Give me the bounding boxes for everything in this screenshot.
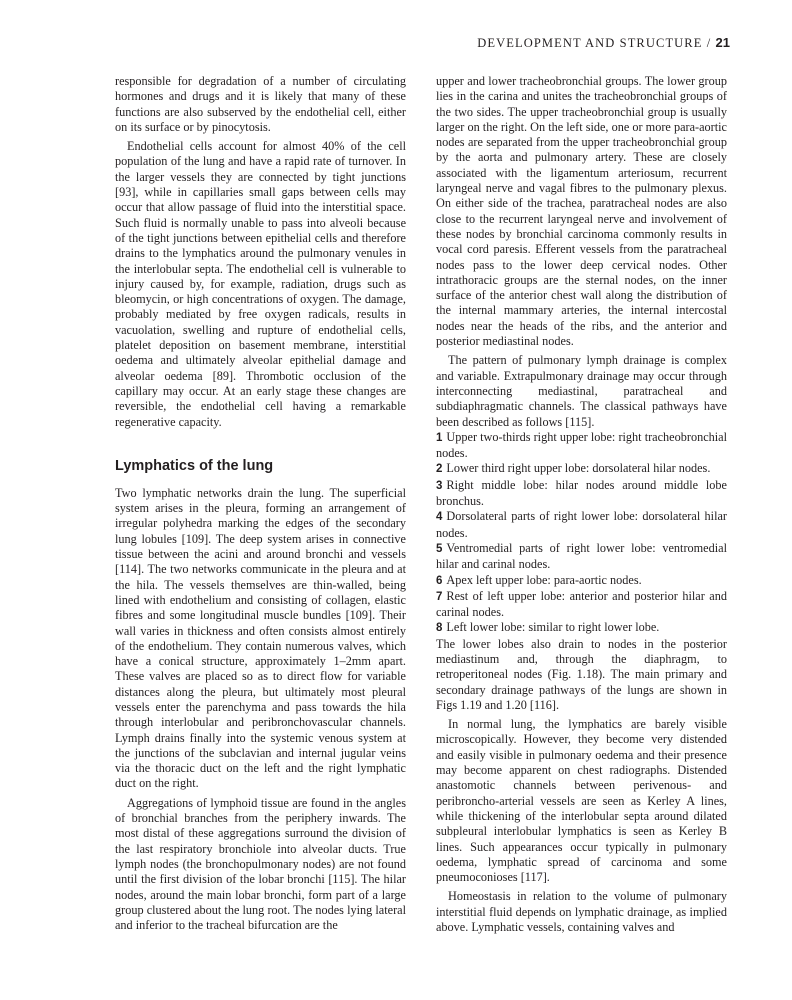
list-item xyxy=(436,573,727,589)
list-item xyxy=(436,478,727,510)
section-heading: Lymphatics of the lung xyxy=(115,457,274,474)
list-number: 5 xyxy=(436,542,443,555)
list-number: 1 xyxy=(436,431,443,444)
list-number: 3 xyxy=(436,479,443,492)
paragraph: responsible for degradation of a number of circulating hormones and drugs and it is likely that many of these functions are also subserved by the endothelial cell, either on its surface or by pinocytosis. xyxy=(115,74,406,134)
list-item xyxy=(436,541,727,573)
list-item xyxy=(436,461,727,477)
list-text: Left lower lobe: similar to right lower lobe. xyxy=(446,620,660,635)
list-text: Rest of left upper lobe: anterior and posterior hilar and carinal nodes. xyxy=(436,588,727,620)
list-text: Right middle lobe: hilar nodes around middle lobe bronchus. xyxy=(436,477,727,509)
section-title: DEVELOPMENT AND STRUCTURE xyxy=(477,36,703,50)
list-item xyxy=(436,620,727,636)
list-number: 7 xyxy=(436,590,443,603)
paragraph: Homeostasis in relation to the volume of pulmonary interstitial fluid depends on lymphatic drainage, as implied above. Lymphatic vessels, containing valves and xyxy=(436,889,727,935)
list-text: Dorsolateral parts of right lower lobe: dorsolateral hilar nodes. xyxy=(436,509,727,540)
list-text: Ventromedial parts of right lower lobe: ventromedial hilar and carinal nodes. xyxy=(436,540,727,572)
paragraph: Endothelial cells account for almost 40% of the cell population of the lung and have a rapid rate of turnover. In the larger vessels they are connected by tight junctions [93], while in capillaries small gaps between cells may occur that allow passage of fluid into the interstitial space. Such fluid is normally unable to pass into alveoli because of the tight junctions between epithelial cells and therefore drains to the lymphatics around the pulmonary venules in the interlobular septa. The endothelial cell is vulnerable to injury caused by, for example, radiation, drugs such as bleomycin, or high concentrations of oxygen. The damage, probably mediated by free oxygen radicals, results in vacuolation, swelling and rupture of endothelial cells, platelet deposition on basement membrane, interstitial oedema and ultimately alveolar epithelial damage and alveolar oedema [89]. Thrombotic occlusion of the capillary may occur. At an early stage these changes are reversible, the endothelial cell having a remarkable regenerative capacity. xyxy=(115,139,406,429)
paragraph: Two lymphatic networks drain the lung. The superficial system arises in the pleura, forming an arrangement of irregular polyhedra marking the edges of the secondary lung lobules [109]. The deep system arises in connective tissue between the acini and around bronchi and vessels [114]. The two networks communicate in the pleura and at the hila. The vessels themselves are thin-walled, being lined with endothelium and consisting of collagen, elastic fibres and some longitudinal muscle bundles [109]. Their wall varies in thickness and often consists almost entirely of the endothelium. They contain numerous valves, which have a conical structure, approximately 1–2mm apart. These valves are placed so as to direct flow for variable distances along the pleura, but ultimately most pleural vessels enter the parenchyma and pass towards the hila through interlobular and peribronchovascular channels. Lymph drains finally into the systemic venous system at the junctions of the subclavian and internal jugular veins via the thoracic duct on the left and the right lymphatic duct on the right. xyxy=(115,485,406,791)
list-text: Apex left upper lobe: para-aortic nodes. xyxy=(446,572,642,587)
list-number: 4 xyxy=(436,511,443,524)
running-head xyxy=(470,35,730,51)
header-separator: / xyxy=(706,36,712,50)
list-number: 2 xyxy=(436,463,443,476)
right-column xyxy=(436,74,727,935)
paragraph: The lower lobes also drain to nodes in the posterior mediastinum and, through the diaphragm, to retroperitoneal nodes (Fig. 1.18). The main primary and secondary drainage pathways of the lungs are shown in Figs 1.19 and 1.20 [116]. xyxy=(436,636,727,712)
page-number: 21 xyxy=(715,35,730,50)
list-number: 8 xyxy=(436,622,443,635)
paragraph: upper and lower tracheobronchial groups. The lower group lies in the carina and unites the tracheobronchial groups of the two sides. The upper tracheobronchial group is usually larger on the right. On the left side, one or more para-aortic nodes are separated from the upper tracheobronchial group by the aorta and pulmonary artery. These are closely associated with the ligamentum arteriosum, recurrent laryngeal nerve and vagal fibres to the pulmonary plexus. On either side of the trachea, paratracheal nodes are also close to the recurrent laryngeal nerve and involvement of these nodes by bronchial carcinoma commonly results in vocal cord paresis. Efferent vessels from the paratracheal nodes pass to the lower deep cervical nodes. Other intrathoracic groups are the sternal nodes, on the inner surface of the anterior chest wall along the distribution of the internal mammary arteries, the internal intercostal nodes near the heads of the ribs, and the anterior and posterior mediastinal nodes. xyxy=(436,74,727,349)
paragraph: The pattern of pulmonary lymph drainage is complex and variable. Extrapulmonary drainage may occur through interconnecting mediastinal, paratracheal and subdiaphragmatic channels. The classical pathways have been described as follows [115]. xyxy=(436,353,727,429)
list-item xyxy=(436,430,727,462)
drainage-list xyxy=(436,430,727,637)
list-item xyxy=(436,509,727,541)
list-text: Lower third right upper lobe: dorsolateral hilar nodes. xyxy=(446,461,711,476)
list-item xyxy=(436,589,727,621)
paragraph: In normal lung, the lymphatics are barely visible microscopically. However, they become very distended and easily visible in pulmonary oedema and their presence may become apparent on chest radiographs. Distended anastomotic channels between perivenous- and peribroncho-arterial vessels are seen as Kerley A lines, while thickening of the interlobular septa around dilated subpleural interlobular lymphatics is seen as Kerley B lines. Such appearances occur typically in pulmonary oedema, lymphatic spread of carcinoma and some pneumoconioses [117]. xyxy=(436,717,727,885)
list-text: Upper two-thirds right upper lobe: right tracheobronchial nodes. xyxy=(436,429,727,461)
list-number: 6 xyxy=(436,574,443,587)
paragraph: Aggregations of lymphoid tissue are found in the angles of bronchial branches from the periphery inwards. The most distal of these aggregations surround the division of the last respiratory bronchiole into alveolar ducts. True lymph nodes (the bronchopulmonary nodes) are not found until the first division of the lobar bronchi [115]. The hilar nodes, around the main lobar bronchi, form part of a large group clustered about the lung root. The nodes lying lateral and inferior to the tracheal bifurcation are the xyxy=(115,795,406,933)
left-column xyxy=(115,74,406,933)
